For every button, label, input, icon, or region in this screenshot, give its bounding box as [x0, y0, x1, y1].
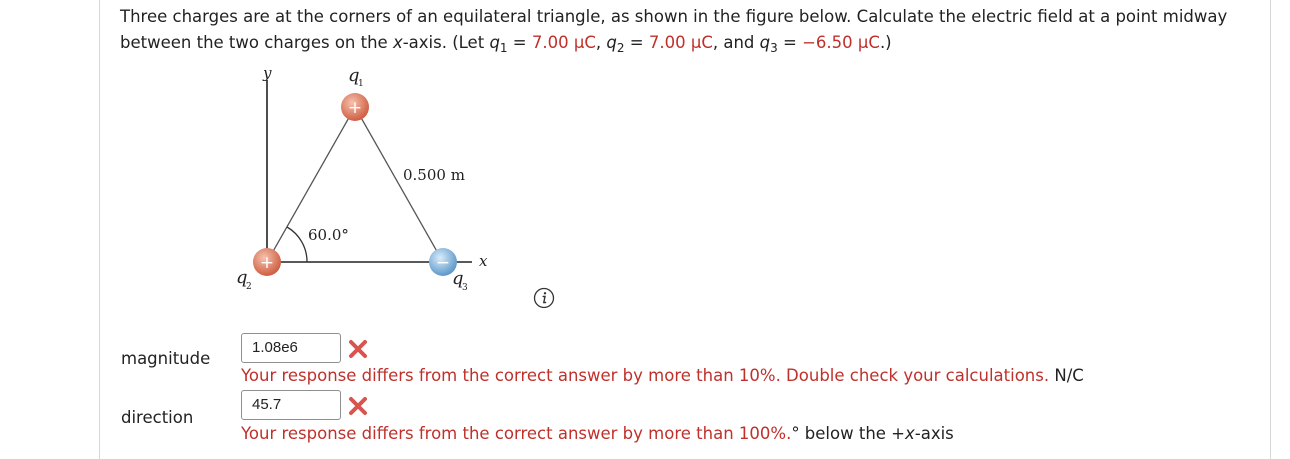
q1-label-sub: 1 [358, 79, 364, 89]
q3-value: −6.50 μC [802, 33, 880, 52]
magnitude-feedback: Your response differs from the correct answer by more than 10%. Double check your calculations. N/C [241, 366, 1084, 385]
q2-sign: + [259, 253, 275, 273]
q2-label: q [236, 267, 248, 288]
q1-label: q [348, 65, 360, 86]
q3-sign: − [435, 253, 451, 273]
angle-label: 60.0° [308, 226, 349, 244]
angle-arc [287, 227, 307, 262]
x-axis-label: x [479, 252, 488, 270]
problem-statement: Three charges are at the corners of an equilateral triangle, as shown in the figure below. Calculate the electric field at a point midway between the two charges on the x-axis. (Let $q_1 = 7.00$ μC, $q_2 = 7.00$ μC, and $q_3 = -6.50$ μC.) [120, 7, 1228, 55]
magnitude-incorrect-icon [347, 338, 369, 360]
direction-label: direction [121, 408, 194, 427]
side-length-label: 0.500 m [403, 166, 465, 184]
magnitude-input[interactable]: 1.08e6 [241, 333, 341, 363]
info-icon[interactable] [533, 287, 555, 309]
y-axis-label: y [263, 64, 272, 82]
q3-label-sub: 3 [462, 283, 468, 293]
side-q1-q3 [355, 107, 443, 262]
direction-incorrect-icon [347, 395, 369, 417]
q1-sign: + [347, 98, 363, 118]
q2-value: 7.00 μC [648, 33, 713, 52]
direction-input[interactable]: 45.7 [241, 390, 341, 420]
q3-label: q [452, 268, 464, 289]
magnitude-unit: N/C [1049, 366, 1084, 385]
q2-label-sub: 2 [246, 282, 252, 292]
magnitude-label: magnitude [121, 349, 211, 368]
q1-value: 7.00 μC [531, 33, 596, 52]
triangle-figure [200, 62, 520, 302]
direction-unit: ° below the +x-axis [791, 424, 954, 443]
direction-feedback: Your response differs from the correct answer by more than 100%.° below the +x-axis [241, 424, 954, 443]
